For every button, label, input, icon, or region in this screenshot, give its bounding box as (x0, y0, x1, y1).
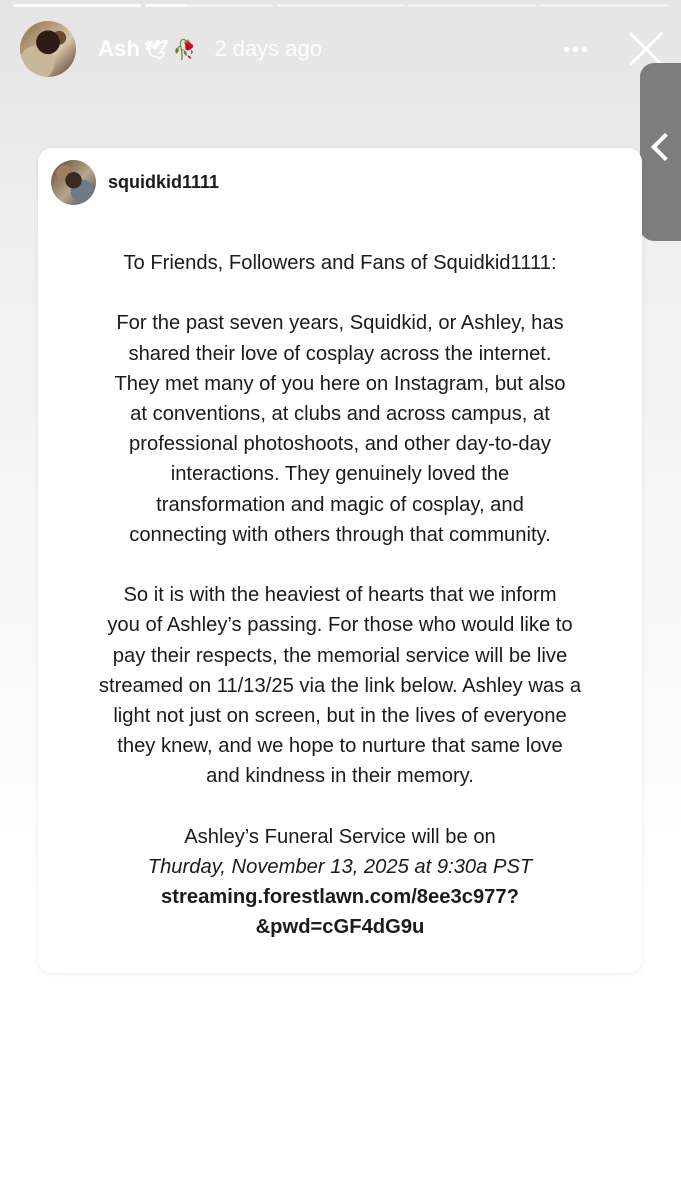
story-username-text[interactable]: Ash (98, 35, 141, 61)
story-progress-segment (540, 4, 668, 7)
post-line: They met many of you here on Instagram, but also (114, 372, 566, 395)
shared-post-body (38, 248, 642, 973)
shared-post-avatar[interactable] (51, 160, 96, 205)
more-options-icon[interactable] (564, 47, 587, 52)
story-avatar[interactable] (20, 21, 76, 77)
story-timestamp: 2 days ago (214, 36, 322, 61)
funeral-service-info (38, 822, 642, 943)
post-paragraph-2 (38, 580, 642, 791)
post-line: streamed on 11/13/25 via the link below. Ashley was a (98, 674, 582, 697)
post-line: pay their respects, the memorial service will be live (112, 644, 568, 667)
post-line: interactions. They genuinely loved the (170, 463, 510, 486)
stream-link-line-2[interactable]: &pwd=cGF4dG9u (255, 916, 425, 939)
post-line: they knew, and we hope to nurture that same love (117, 735, 563, 758)
post-line: shared their love of cosplay across the internet. (128, 342, 552, 365)
story-progress-segment (408, 4, 536, 7)
shared-post-header[interactable] (51, 160, 219, 205)
post-line: at conventions, at clubs and across campus, at (130, 403, 550, 425)
story-progress-segment (277, 4, 405, 7)
post-line: you of Ashley’s passing. For those who would like to (107, 614, 573, 637)
post-line: and kindness in their memory. (206, 765, 474, 788)
side-panel-toggle[interactable] (640, 63, 681, 241)
story-progress-bars (13, 4, 668, 8)
chevron-left-icon (650, 133, 678, 161)
shared-post-username[interactable]: squidkid1111 (108, 172, 220, 192)
post-line: professional photoshoots, and other day-to-day (129, 433, 551, 456)
post-line: So it is with the heaviest of hearts that we inform (123, 584, 557, 607)
service-date: Thurday, November 13, 2025 at 9:30a PST (147, 856, 533, 879)
post-line: transformation and magic of cosplay, and (156, 493, 524, 516)
stream-link-line-1[interactable]: streaming.forestlawn.com/8ee3c977? (161, 886, 519, 909)
post-greeting: To Friends, Followers and Fans of Squidkid1111: (123, 252, 557, 274)
story-progress-segment (13, 4, 141, 7)
shared-post-card[interactable] (38, 148, 642, 973)
story-progress-segment (145, 4, 273, 7)
post-line: connecting with others through that community. (129, 523, 551, 546)
dove-icon: 🕊 (144, 40, 169, 62)
story-header (20, 20, 669, 78)
post-line: For the past seven years, Squidkid, or Ashley, has (116, 312, 564, 335)
post-line: light not just on screen, but in the lives of everyone (113, 705, 567, 728)
story-username[interactable] (98, 36, 196, 62)
wilted-rose-icon: 🥀 (172, 40, 197, 62)
service-announcement: Ashley’s Funeral Service will be on (184, 825, 496, 848)
post-paragraph-1 (38, 308, 642, 550)
